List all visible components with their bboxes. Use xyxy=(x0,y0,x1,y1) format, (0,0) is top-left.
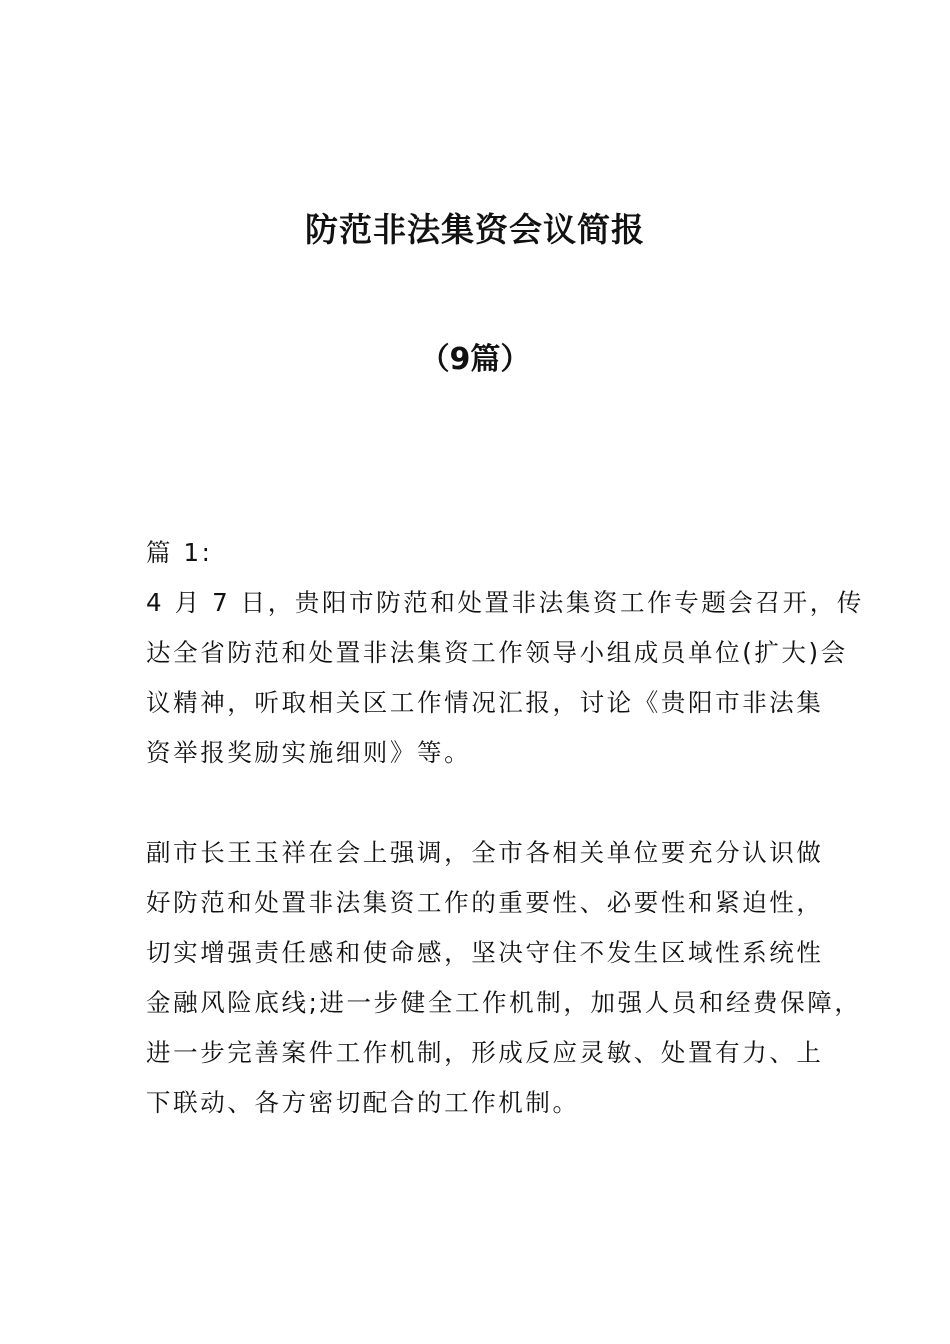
document-body xyxy=(146,528,864,1128)
paragraph-line: 副市长王玉祥在会上强调，全市各相关单位要充分认识做 xyxy=(146,838,824,867)
document-subtitle: （9篇） xyxy=(419,342,531,377)
paragraph-line: 达全省防范和处置非法集资工作领导小组成员单位(扩大)会 xyxy=(146,638,848,667)
paragraph-line: 好防范和处置非法集资工作的重要性、必要性和紧迫性， xyxy=(146,888,824,917)
paragraph-line: 进一步完善案件工作机制，形成反应灵敏、处置有力、上 xyxy=(146,1038,824,1067)
paragraph-line: 金融风险底线;进一步健全工作机制，加强人员和经费保障， xyxy=(146,988,862,1017)
paragraph-1 xyxy=(146,578,864,778)
paragraph-line: 资举报奖励实施细则》等。 xyxy=(146,738,472,767)
paragraph-line: 议精神，听取相关区工作情况汇报，讨论《贵阳市非法集 xyxy=(146,688,824,717)
section-label: 篇 1: xyxy=(146,538,213,567)
paragraph-2 xyxy=(146,828,862,1128)
paragraph-spacer xyxy=(146,778,836,828)
paragraph-line: 4 月 7 日，贵阳市防范和处置非法集资工作专题会召开，传 xyxy=(146,588,864,617)
paragraph-line: 切实增强责任感和使命感，坚决守住不发生区域性系统性 xyxy=(146,938,824,967)
paragraph-line: 下联动、各方密切配合的工作机制。 xyxy=(146,1088,580,1117)
document-title: 防范非法集资会议简报 xyxy=(305,210,645,249)
